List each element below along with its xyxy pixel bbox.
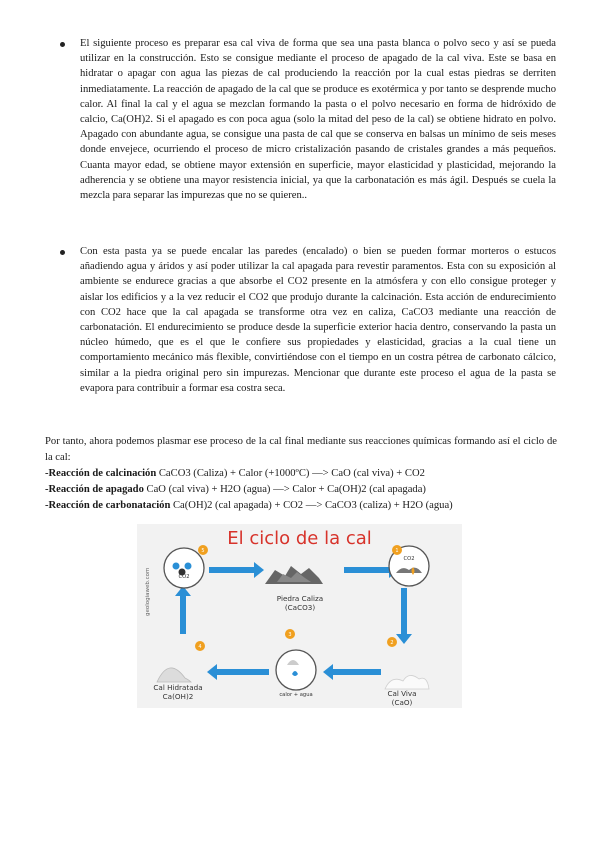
limestone-label-formula: (CaCO3): [284, 602, 316, 612]
reaction-slaking: [45, 482, 565, 497]
reaction-carbonation: [45, 498, 565, 513]
arrow-right-down: [401, 588, 407, 634]
badge-5-text: 5: [201, 548, 205, 554]
quicklime-label-name: Cal Viva: [387, 689, 417, 698]
bullet-item-slaking: [48, 36, 556, 203]
step3-circle: [276, 650, 316, 690]
quicklime-pile-icon: [385, 675, 429, 689]
quicklime-label: [367, 690, 437, 707]
molecule-icon: [173, 563, 180, 570]
paragraph: El siguiente proceso es preparar esa cal viva de forma que sea una pasta blanca o polvo seco y así se pueda utilizar en la construcción. Esto se consigue mediante el proceso de apagado de la cal viva. Este se basa en hidratar o apagar con agua las piezas de cal produciendo la reacción por la cual estas piedras se derriten inmediatamente. La reacción de apagado de la cal que se produce es exotérmica y por tanto se desprende mucho calor. Al final la cal y el agua se mezclan formando la pasta o el polvo necesario en forma de hidróxido de calcio, Ca(OH)2. Si el apagado es con poca agua (solo la mitad del peso de la cal) se obtiene hidrato en polvo. Apagado con abundante agua, se consigue una pasta de cal que se conserva en balsas un mínimo de seis meses donde envejece, ocurriendo el proceso de micro cristalización pasando de cristales grandes a más pequeños. Cuanta mayor edad, se obtiene mayor extensión en superficie, mayor elasticidad y plasticidad, mejorando la adherencia y se obtiene una mayor resistencia inicial, ya que la carbonatación es más ágil. Después se cuela la mezcla para separar las impurezas que no se quieren..: [80, 38, 556, 202]
limestone-label: [255, 595, 345, 612]
arrow-bottom-right-head: [323, 664, 333, 680]
heat-water-label: calor + agua: [279, 692, 313, 698]
limestone-label-name: Piedra Caliza: [276, 594, 324, 603]
intro-paragraph: Por tanto, ahora podemos plasmar ese proceso de la cal final mediante sus reacciones químicas formando así el ciclo de la cal:: [45, 436, 557, 463]
arrow-top-right: [344, 567, 389, 573]
reaction-equation: Ca(OH)2 (cal apagada) + CO2 —> CaCO3 (caliza) + H2O (agua): [170, 500, 453, 511]
arrow-bottom-right: [333, 669, 381, 675]
reaction-label: -Reacción de apagado: [45, 484, 144, 495]
hydrated-lime-label-name: Cal Hidratada: [153, 683, 203, 692]
reaction-label: -Reacción de carbonatación: [45, 500, 171, 511]
bullet-icon: [60, 250, 65, 255]
co2-label-right: CO2: [403, 556, 415, 562]
reaction-equation: CaCO3 (Caliza) + Calor (+1000ºC) —> CaO (cal viva) + CO2: [156, 468, 425, 479]
badge-1-text: 1: [395, 548, 399, 554]
lime-cycle-figure: [137, 524, 462, 708]
cycle-diagram: [137, 524, 462, 708]
reaction-equation: CaO (cal viva) + H2O (agua) —> Calor + Ca(OH)2 (cal apagada): [143, 484, 426, 495]
bullet-icon: [60, 42, 65, 47]
quicklime-label-formula: (CaO): [391, 697, 413, 707]
badge-3-text: 3: [288, 632, 292, 638]
molecule-icon: [185, 563, 192, 570]
arrow-right-down-head: [396, 634, 412, 644]
step5-circle: [164, 548, 204, 588]
arrow-left-up: [180, 596, 186, 634]
figure-title: El ciclo de la cal: [227, 528, 372, 549]
arrow-bottom-left: [217, 669, 269, 675]
arrow-top-left: [209, 567, 254, 573]
hydrated-lime-label-formula: Ca(OH)2: [162, 691, 194, 701]
reaction-label: -Reacción de calcinación: [45, 468, 157, 479]
figure-watermark: geologiaweb.com: [145, 567, 151, 616]
badge-4-text: 4: [198, 644, 202, 650]
paragraph: Con esta pasta ya se puede encalar las paredes (encalado) o bien se pueden formar morteros o estucos añadiendo agua y áridos y así poder utilizar la cal apagada para revestir paramentos. Esta con su exposición al ambiente se endurece gracias a que absorbe el CO2 presente en la atmósfera y con ello consigue proteger y aislar los edificios y a la vez reducir el CO2 que produjo durante la calcinación. Esta acción de endurecimiento con CO2 hace que la cal apagada se transforme otra vez en caliza, CaCO3 mediante una reacción de carbonatación. El endurecimiento se produce desde la superficie exterior hacia dentro, conservando la pasta un núcleo húmedo, que es el que le confiere sus propiedades y elasticidad, gracias a la cual tiene un comportamiento mecánico más flexible, convirtiéndose con el tiempo en un costra pétrea de carbonato cálcico, similar a la piedra original pero sin impurezas. Mencionar que durante este proceso el agua de la pasta se evapora para contribuir a formar esa costra seca.: [80, 246, 556, 394]
hydrated-lime-label: [143, 684, 213, 701]
bullet-item-carbonation: [48, 244, 556, 396]
arrow-bottom-left-head: [207, 664, 217, 680]
hydrated-lime-pile-icon: [157, 668, 191, 682]
badge-2-text: 2: [390, 640, 394, 646]
limestone-pile-icon: [265, 566, 323, 584]
reaction-calcination: [45, 466, 565, 481]
arrow-top-left-head: [254, 562, 264, 578]
co2-label-left: CO2: [178, 574, 190, 580]
